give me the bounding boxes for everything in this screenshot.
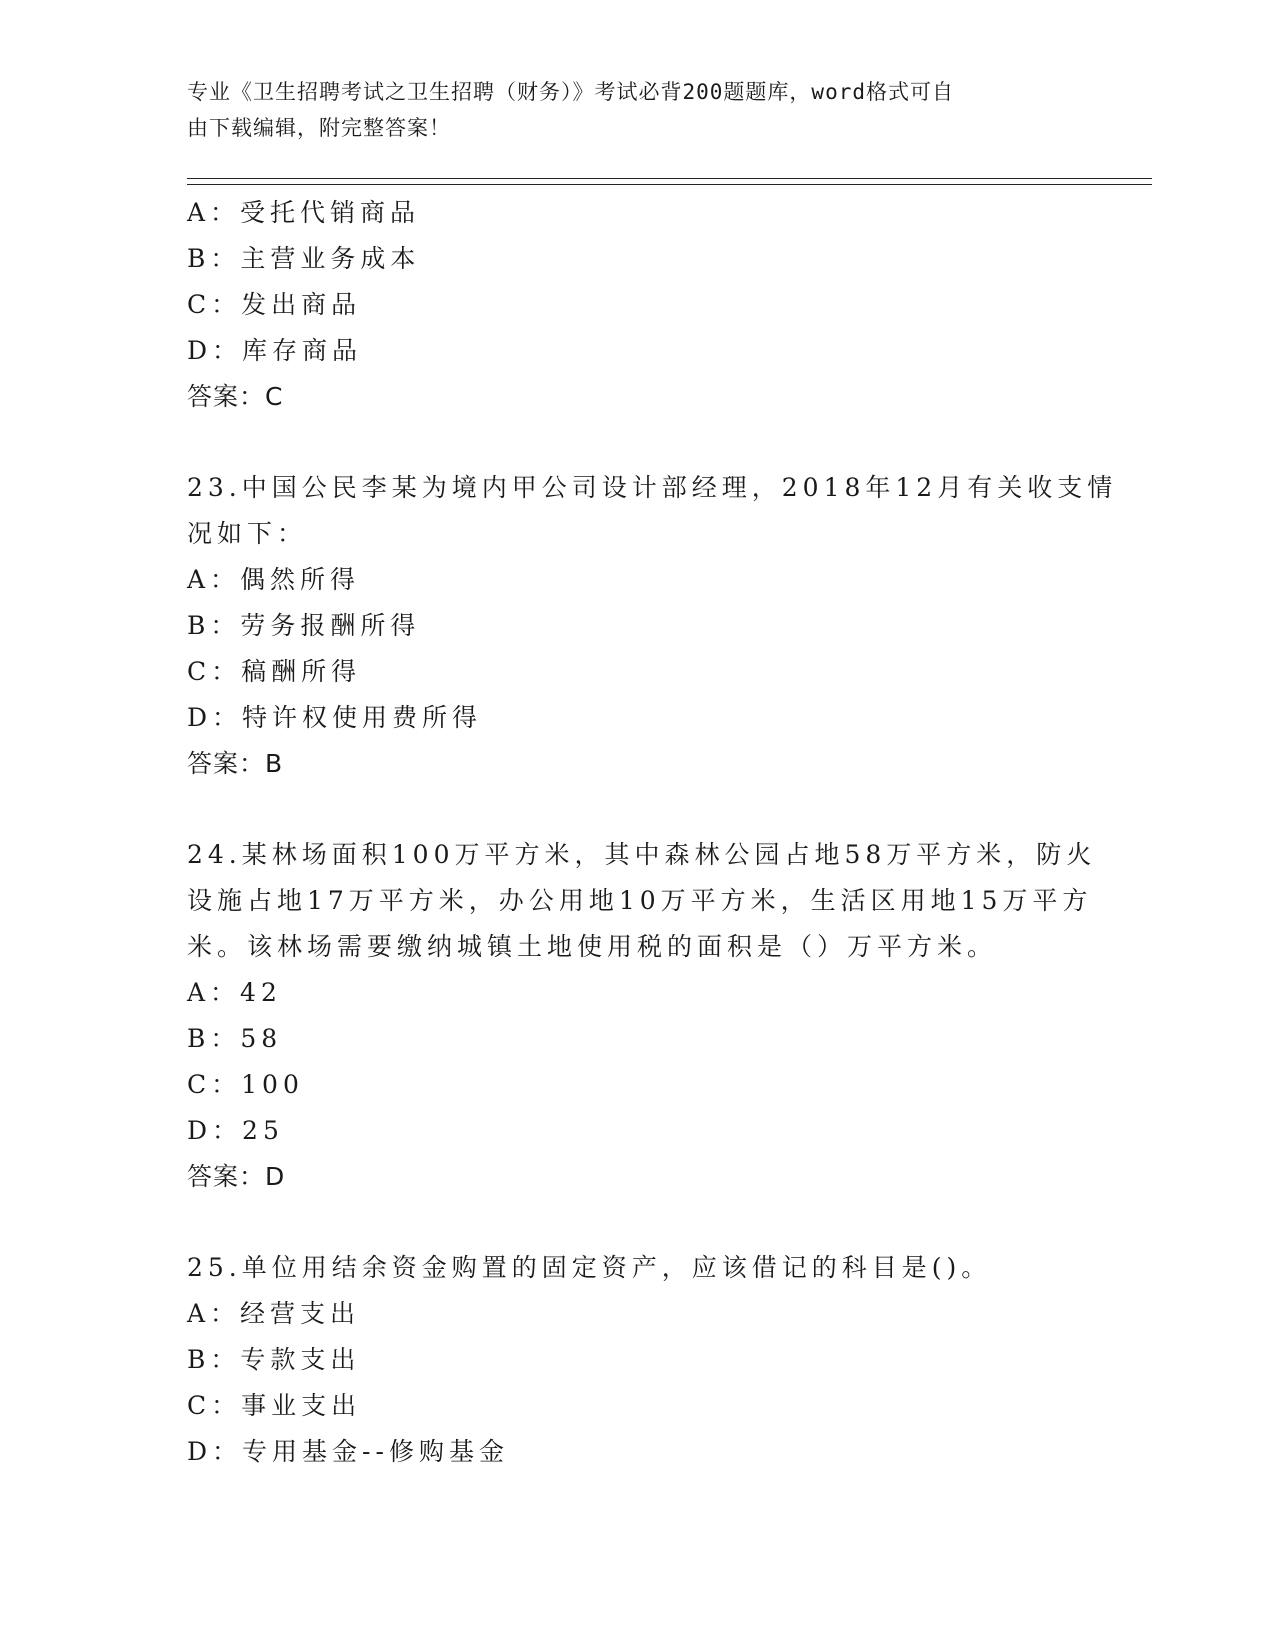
option-b: B：58 [187,1024,283,1053]
option-d: D：25 [187,1116,284,1145]
question-stem-continued: 米。该林场需要缴纳城镇土地使用税的面积是（）万平方米。 [187,932,998,961]
option-b: B：劳务报酬所得 [187,611,421,640]
option-a: A：经营支出 [187,1299,361,1328]
header-divider-bottom [187,184,1152,185]
option-d: D：库存商品 [187,336,363,365]
answer-line: 答案：D [187,1162,286,1191]
document-header [187,74,1067,146]
option-d: D：特许权使用费所得 [187,703,483,732]
question-list [187,190,1127,1475]
option-d: D：专用基金--修购基金 [187,1437,509,1466]
question-23 [187,465,1127,787]
option-a: A：受托代销商品 [187,198,421,227]
question-stem-continued: 设施占地17万平方米，办公用地10万平方米，生活区用地15万平方 [187,886,1093,915]
answer-line: 答案：B [187,749,284,778]
question-stem-continued: 况如下： [187,519,308,548]
option-c: C：100 [187,1070,304,1099]
header-line-2: 由下载编辑，附完整答案！ [187,116,451,140]
question-22 [187,190,1127,420]
question-24 [187,832,1127,1200]
option-c: C：发出商品 [187,290,362,319]
option-c: C：事业支出 [187,1391,362,1420]
header-divider-top [187,178,1152,179]
question-25 [187,1245,1127,1475]
question-stem: 24.某林场面积100万平方米，其中森林公园占地58万平方米，防火 [187,840,1097,869]
question-stem: 25.单位用结余资金购置的固定资产，应该借记的科目是()。 [187,1253,992,1282]
option-b: B：专款支出 [187,1345,361,1374]
header-line-1: 专业《卫生招聘考试之卫生招聘（财务）》考试必背200题题库，word格式可自 [187,80,954,104]
question-stem: 23.中国公民李某为境内甲公司设计部经理，2018年12月有关收支情 [187,473,1118,502]
option-a: A：42 [187,978,282,1007]
option-b: B：主营业务成本 [187,244,421,273]
answer-line: 答案：C [187,382,284,411]
option-a: A：偶然所得 [187,565,361,594]
option-c: C：稿酬所得 [187,657,362,686]
